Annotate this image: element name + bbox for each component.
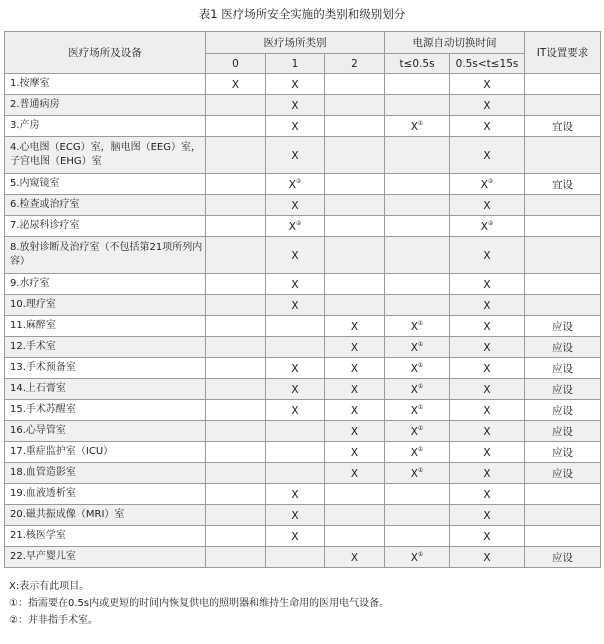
cell-t1 (385, 95, 450, 116)
cell-t1-text: X (410, 383, 418, 396)
cell-cat0 (206, 316, 266, 337)
cell-t2-text: X (483, 425, 491, 438)
footnote-marker: ① (417, 445, 424, 453)
cell-cat1-text: X (291, 509, 299, 522)
cell-it (525, 174, 601, 195)
cell-name (5, 442, 206, 463)
footnote-marker: ② (295, 177, 302, 185)
cell-t2 (450, 358, 525, 379)
cell-cat1 (266, 505, 325, 526)
cell-cat2 (325, 74, 385, 95)
cell-cat0 (206, 484, 266, 505)
cell-it-text: 应设 (552, 551, 574, 564)
cell-cat2 (325, 116, 385, 137)
cell-t2 (450, 274, 525, 295)
cell-t2-text: X (483, 149, 491, 162)
cell-cat0 (206, 116, 266, 137)
cell-it (525, 442, 601, 463)
cell-cat2 (325, 358, 385, 379)
cell-name-text: 17.重症监护室（ICU） (10, 446, 114, 457)
cell-it (525, 237, 601, 274)
cell-t1 (385, 237, 450, 274)
cell-name-text: 13.手术预备室 (10, 362, 76, 373)
cell-cat1 (266, 237, 325, 274)
cell-name (5, 137, 206, 174)
cell-t1-text: X (410, 551, 418, 564)
cell-t1 (385, 547, 450, 568)
table-row (5, 547, 601, 568)
footnote-marker: ② (487, 219, 494, 227)
cell-cat2 (325, 337, 385, 358)
cell-t1 (385, 174, 450, 195)
cell-name-text: 11.麻醉室 (10, 320, 56, 331)
header-cat0: 0 (206, 54, 266, 74)
header-it: IT设置要求 (525, 32, 601, 74)
cell-cat0 (206, 237, 266, 274)
cell-cat1 (266, 137, 325, 174)
cell-name (5, 421, 206, 442)
cell-cat0 (206, 463, 266, 484)
table-body (5, 74, 601, 568)
cell-cat1 (266, 547, 325, 568)
cell-cat1 (266, 216, 325, 237)
cell-it (525, 484, 601, 505)
table-row (5, 400, 601, 421)
cell-name-text: 19.血液透析室 (10, 488, 76, 499)
cell-name (5, 274, 206, 295)
cell-cat1 (266, 484, 325, 505)
cell-it-text: 应设 (552, 320, 574, 333)
cell-t2 (450, 400, 525, 421)
cell-name-text: 1.按摩室 (10, 78, 50, 89)
cell-cat1-text: X (291, 299, 299, 312)
cell-t1 (385, 421, 450, 442)
cell-cat2 (325, 137, 385, 174)
cell-t2 (450, 526, 525, 547)
cell-name-text: 14.上石膏室 (10, 383, 66, 394)
cell-t1-text: X (410, 120, 418, 133)
cell-cat2-text: X (350, 404, 359, 417)
cell-name (5, 174, 206, 195)
cell-cat2 (325, 237, 385, 274)
table-row (5, 358, 601, 379)
cell-name (5, 95, 206, 116)
footnote-2: ②：并非指手术室。 (9, 615, 98, 626)
cell-t1-text: X (410, 404, 418, 417)
cell-name-text: 21.核医学室 (10, 530, 66, 541)
cell-t2 (450, 316, 525, 337)
cell-t1 (385, 274, 450, 295)
footnote-marker: ① (417, 319, 424, 327)
cell-name (5, 74, 206, 95)
cell-cat1 (266, 316, 325, 337)
cell-cat2 (325, 547, 385, 568)
table-row (5, 526, 601, 547)
cell-t2 (450, 237, 525, 274)
cell-t2-text: X (483, 509, 491, 522)
cell-name-text: 2.普通病房 (10, 99, 60, 110)
cell-cat1-text: X (291, 78, 299, 91)
table-row (5, 316, 601, 337)
cell-t1-text: X (410, 320, 418, 333)
cell-t2 (450, 337, 525, 358)
cell-t2-text: X (483, 78, 491, 91)
header-category-group: 医疗场所类别 (206, 32, 385, 54)
cell-cat1 (266, 174, 325, 195)
cell-it (525, 526, 601, 547)
cell-name-text: 6.检查或治疗室 (10, 199, 80, 210)
cell-t1 (385, 379, 450, 400)
cell-cat1-text: X (291, 362, 299, 375)
cell-cat1-text: X (288, 220, 296, 233)
cell-cat1 (266, 295, 325, 316)
cell-name (5, 237, 206, 274)
cell-cat1 (266, 400, 325, 421)
cell-cat1-text: X (291, 488, 299, 501)
cell-t2 (450, 116, 525, 137)
cell-it (525, 379, 601, 400)
cell-name-text: 22.早产婴儿室 (10, 551, 76, 562)
cell-it-text: 宜设 (552, 178, 574, 191)
cell-name-text: 16.心导管室 (10, 425, 66, 436)
cell-t1 (385, 484, 450, 505)
cell-cat1-text: X (291, 249, 299, 262)
cell-it (525, 547, 601, 568)
cell-name (5, 116, 206, 137)
cell-t2 (450, 421, 525, 442)
cell-it-text: 应设 (552, 467, 574, 480)
cell-t2-text: X (483, 341, 491, 354)
cell-cat2 (325, 216, 385, 237)
footnotes (9, 578, 599, 629)
cell-cat1 (266, 358, 325, 379)
cell-it (525, 74, 601, 95)
cell-cat0 (206, 442, 266, 463)
cell-cat2-text: X (350, 551, 359, 564)
header-t1: t≤0.5s (385, 54, 450, 74)
cell-cat2-text: X (350, 467, 359, 480)
cell-t2 (450, 484, 525, 505)
cell-cat0 (206, 216, 266, 237)
cell-cat2 (325, 174, 385, 195)
cell-t1 (385, 442, 450, 463)
cell-cat1-text: X (291, 199, 299, 212)
cell-cat0 (206, 358, 266, 379)
cell-t2-text: X (483, 278, 491, 291)
cell-t1-text: X (410, 467, 418, 480)
cell-t1 (385, 116, 450, 137)
table-title: 表1 医疗场所安全实施的类别和级别划分 (198, 7, 406, 21)
cell-t1 (385, 463, 450, 484)
cell-cat1 (266, 116, 325, 137)
cell-t1 (385, 137, 450, 174)
header-equipment: 医疗场所及设备 (5, 32, 206, 74)
cell-t1 (385, 358, 450, 379)
cell-cat0-text: X (231, 78, 240, 91)
cell-name (5, 505, 206, 526)
cell-cat0 (206, 74, 266, 95)
cell-it-text: 应设 (552, 425, 574, 438)
cell-t2 (450, 379, 525, 400)
cell-cat2-text: X (350, 446, 359, 459)
cell-name (5, 295, 206, 316)
cell-cat2 (325, 195, 385, 216)
footnote-marker: ① (417, 340, 424, 348)
footnote-marker: ① (417, 119, 424, 127)
cell-t1 (385, 526, 450, 547)
cell-cat1 (266, 74, 325, 95)
cell-cat2 (325, 400, 385, 421)
cell-name (5, 484, 206, 505)
cell-cat2-text: X (350, 425, 359, 438)
cell-t2-text: X (480, 178, 488, 191)
cell-cat2-text: X (350, 383, 359, 396)
cell-t2 (450, 95, 525, 116)
cell-cat2 (325, 421, 385, 442)
cell-cat1-text: X (291, 120, 299, 133)
cell-name (5, 358, 206, 379)
cell-cat1-text: X (291, 530, 299, 543)
cell-t2-text: X (480, 220, 488, 233)
cell-cat2 (325, 526, 385, 547)
table-row (5, 216, 601, 237)
table-row (5, 116, 601, 137)
footnote-marker: ② (295, 219, 302, 227)
cell-name (5, 316, 206, 337)
cell-t1 (385, 195, 450, 216)
cell-name (5, 195, 206, 216)
cell-t2-text: X (483, 320, 491, 333)
cell-t2-text: X (483, 446, 491, 459)
cell-cat0 (206, 526, 266, 547)
cell-t2-text: X (483, 488, 491, 501)
cell-t1 (385, 505, 450, 526)
cell-cat1 (266, 195, 325, 216)
cell-cat1 (266, 379, 325, 400)
cell-cat0 (206, 274, 266, 295)
cell-name-text: 4.心电图（ECG）室，脑电图（EEG）室，子宫电图（EHG）室 (10, 142, 201, 167)
cell-t1-text: X (410, 362, 418, 375)
cell-name (5, 526, 206, 547)
cell-name (5, 379, 206, 400)
cell-cat2 (325, 316, 385, 337)
cell-cat2 (325, 95, 385, 116)
cell-cat0 (206, 400, 266, 421)
table-row (5, 337, 601, 358)
cell-cat2 (325, 274, 385, 295)
table-row (5, 379, 601, 400)
cell-cat2-text: X (350, 362, 359, 375)
cell-it-text: 应设 (552, 446, 574, 459)
cell-it-text: 宜设 (552, 120, 574, 133)
cell-cat2-text: X (350, 341, 359, 354)
cell-cat0 (206, 95, 266, 116)
cell-t2-text: X (483, 383, 491, 396)
cell-name (5, 547, 206, 568)
table-row (5, 505, 601, 526)
cell-t2-text: X (483, 299, 491, 312)
cell-cat1-text: X (291, 278, 299, 291)
cell-cat1 (266, 526, 325, 547)
cell-t2-text: X (483, 362, 491, 375)
cell-t2 (450, 195, 525, 216)
table-row (5, 95, 601, 116)
cell-t1 (385, 295, 450, 316)
cell-t1-text: X (410, 446, 418, 459)
cell-t2-text: X (483, 467, 491, 480)
cell-cat0 (206, 137, 266, 174)
cell-cat0 (206, 337, 266, 358)
cell-cat0 (206, 421, 266, 442)
table-row (5, 137, 601, 174)
cell-cat2 (325, 484, 385, 505)
cell-it-text: 应设 (552, 404, 574, 417)
cell-t2 (450, 137, 525, 174)
cell-name-text: 3.产房 (10, 120, 40, 131)
cell-it-text: 应设 (552, 362, 574, 375)
cell-t1-text: X (410, 341, 418, 354)
cell-name (5, 216, 206, 237)
cell-cat1 (266, 442, 325, 463)
cell-it (525, 195, 601, 216)
table-row (5, 295, 601, 316)
cell-t2 (450, 74, 525, 95)
footnote-marker: ① (417, 424, 424, 432)
table-row (5, 174, 601, 195)
footnote-marker: ① (417, 466, 424, 474)
cell-cat1 (266, 337, 325, 358)
cell-name-text: 18.血管造影室 (10, 467, 76, 478)
cell-it (525, 295, 601, 316)
cell-name (5, 400, 206, 421)
cell-cat0 (206, 195, 266, 216)
cell-t1 (385, 337, 450, 358)
cell-name-text: 8.放射诊断及治疗室（不包括第21项所列内容） (10, 242, 203, 267)
cell-cat2 (325, 463, 385, 484)
cell-name-text: 9.水疗室 (10, 278, 50, 289)
cell-t1 (385, 74, 450, 95)
cell-t2 (450, 216, 525, 237)
cell-cat2 (325, 442, 385, 463)
cell-cat1 (266, 274, 325, 295)
footnote-marker: ② (487, 177, 494, 185)
cell-t2 (450, 547, 525, 568)
table-row (5, 195, 601, 216)
footnote-marker: ① (417, 382, 424, 390)
cell-cat2 (325, 505, 385, 526)
cell-t1 (385, 400, 450, 421)
cell-it (525, 116, 601, 137)
cell-cat0 (206, 547, 266, 568)
table-row (5, 442, 601, 463)
cell-cat2 (325, 379, 385, 400)
cell-t2 (450, 505, 525, 526)
cell-cat1-text: X (291, 383, 299, 396)
cell-cat0 (206, 295, 266, 316)
cell-cat1-text: X (288, 178, 296, 191)
footnote-1: ①：指需要在0.5s内或更短的时间内恢复供电的照明器和维持生命用的医用电气设备。 (9, 598, 390, 609)
cell-name-text: 7.泌尿科诊疗室 (10, 220, 80, 231)
table-row (5, 421, 601, 442)
footnote-marker: ① (417, 403, 424, 411)
footnote-marker: ① (417, 361, 424, 369)
cell-it (525, 137, 601, 174)
cell-cat1 (266, 95, 325, 116)
cell-t1 (385, 216, 450, 237)
cell-name-text: 12.手术室 (10, 341, 56, 352)
cell-t2 (450, 463, 525, 484)
cell-t2-text: X (483, 551, 491, 564)
cell-t2-text: X (483, 99, 491, 112)
header-t2: 0.5s<t≤15s (450, 54, 525, 74)
cell-it (525, 337, 601, 358)
cell-t1-text: X (410, 425, 418, 438)
cell-cat1-text: X (291, 149, 299, 162)
cell-t2-text: X (483, 249, 491, 262)
cell-name (5, 463, 206, 484)
cell-it-text: 应设 (552, 383, 574, 396)
cell-name-text: 20.磁共振成像（MRI）室 (10, 509, 125, 520)
cell-it (525, 95, 601, 116)
cell-it (525, 400, 601, 421)
footnote-x: X:表示有此项目。 (9, 581, 90, 592)
cell-t1 (385, 316, 450, 337)
cell-cat2-text: X (350, 320, 359, 333)
cell-it (525, 505, 601, 526)
table-row (5, 74, 601, 95)
header-switch-group: 电源自动切换时间 (385, 32, 525, 54)
cell-t2-text: X (483, 404, 491, 417)
table-row (5, 484, 601, 505)
cell-t2 (450, 295, 525, 316)
table-row (5, 237, 601, 274)
cell-t2 (450, 174, 525, 195)
cell-name-text: 5.内窥镜室 (10, 178, 60, 189)
cell-t2 (450, 442, 525, 463)
header-cat2: 2 (325, 54, 385, 74)
table-row (5, 463, 601, 484)
table-row (5, 274, 601, 295)
cell-cat0 (206, 379, 266, 400)
cell-t2-text: X (483, 120, 491, 133)
cell-it (525, 358, 601, 379)
cell-t2-text: X (483, 199, 491, 212)
cell-name (5, 337, 206, 358)
cell-cat1 (266, 463, 325, 484)
cell-cat1-text: X (291, 99, 299, 112)
header-cat1: 1 (266, 54, 325, 74)
cell-it (525, 463, 601, 484)
cell-it-text: 应设 (552, 341, 574, 354)
footnote-marker: ① (417, 550, 424, 558)
cell-name-text: 10.理疗室 (10, 299, 56, 310)
cell-cat0 (206, 174, 266, 195)
cell-cat2 (325, 295, 385, 316)
cell-cat1 (266, 421, 325, 442)
cell-name-text: 15.手术苏醒室 (10, 404, 76, 415)
classification-table (4, 31, 601, 568)
cell-cat1-text: X (291, 404, 299, 417)
cell-it (525, 216, 601, 237)
cell-it (525, 274, 601, 295)
cell-t2-text: X (483, 530, 491, 543)
cell-cat0 (206, 505, 266, 526)
cell-it (525, 421, 601, 442)
cell-it (525, 316, 601, 337)
